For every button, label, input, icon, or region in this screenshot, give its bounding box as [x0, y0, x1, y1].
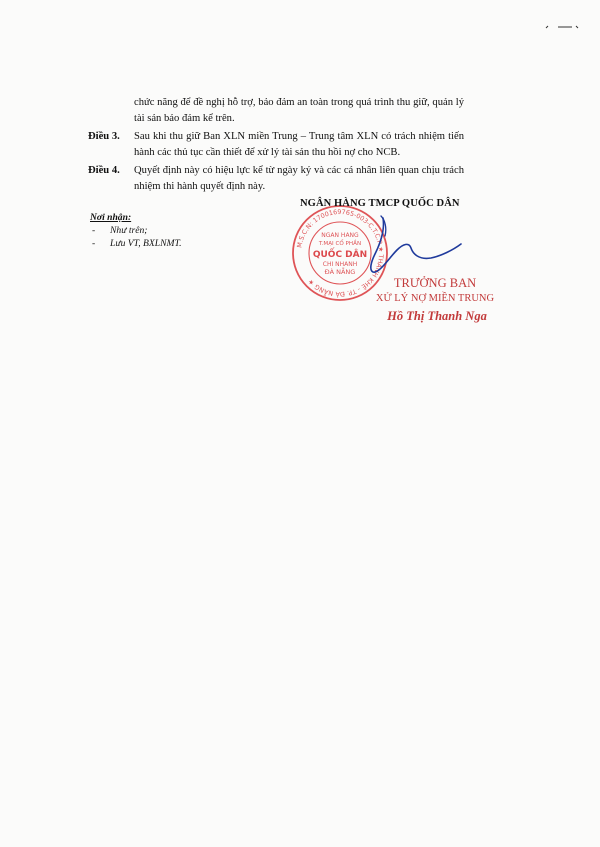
- role-line-1: TRƯỞNG BAN: [393, 276, 477, 290]
- seal-line: NGÂN HÀNG: [321, 232, 359, 239]
- article-text: Quyết định này có hiệu lực kể từ ngày ký và các cá nhân liên quan chịu trách nhiệm thi hành quyết định này.: [134, 165, 464, 192]
- signer-title: [360, 276, 510, 304]
- article-label: Điều 3.: [88, 131, 120, 142]
- scan-mark: [544, 24, 580, 30]
- recipient-item: - Lưu VT, BXLNMT.: [90, 237, 182, 250]
- role-line-2: XỬ LÝ NỢ MIỀN TRUNG: [375, 293, 495, 304]
- continuation-paragraph: chức năng để đề nghị hỗ trợ, bảo đảm an toàn trong quá trình thu giữ, quản lý tài sản bảo đảm kể trên.: [134, 97, 464, 124]
- recipient-item: - Như trên;: [90, 224, 182, 237]
- article-label: Điều 4.: [88, 165, 120, 176]
- bank-name: NGÂN HÀNG TMCP QUỐC DÂN: [300, 198, 460, 209]
- article-text: Sau khi thu giữ Ban XLN miền Trung – Trung tâm XLN có trách nhiệm tiến hành các thủ tục cần thiết để xử lý tài sản thu hồi nợ cho NCB.: [134, 131, 464, 158]
- recipients-block: [90, 211, 182, 250]
- seal-line: ĐÀ NẴNG: [324, 268, 356, 276]
- seal-line: T.MẠI CỔ PHẦN: [318, 241, 362, 247]
- seal-line: QUỐC DÂN: [312, 250, 368, 260]
- seal-line: CHI NHÁNH: [322, 261, 358, 268]
- handwritten-signature: [345, 200, 465, 280]
- signer-name: Hồ Thị Thanh Nga: [387, 309, 487, 323]
- recipients-heading: Nơi nhận:: [90, 212, 132, 223]
- seal-ring-text: M.S.C.N: 1700169765-003-C.T.C.P ★ THANH KHÊ - TP. ĐÀ NẴNG ★: [295, 207, 386, 299]
